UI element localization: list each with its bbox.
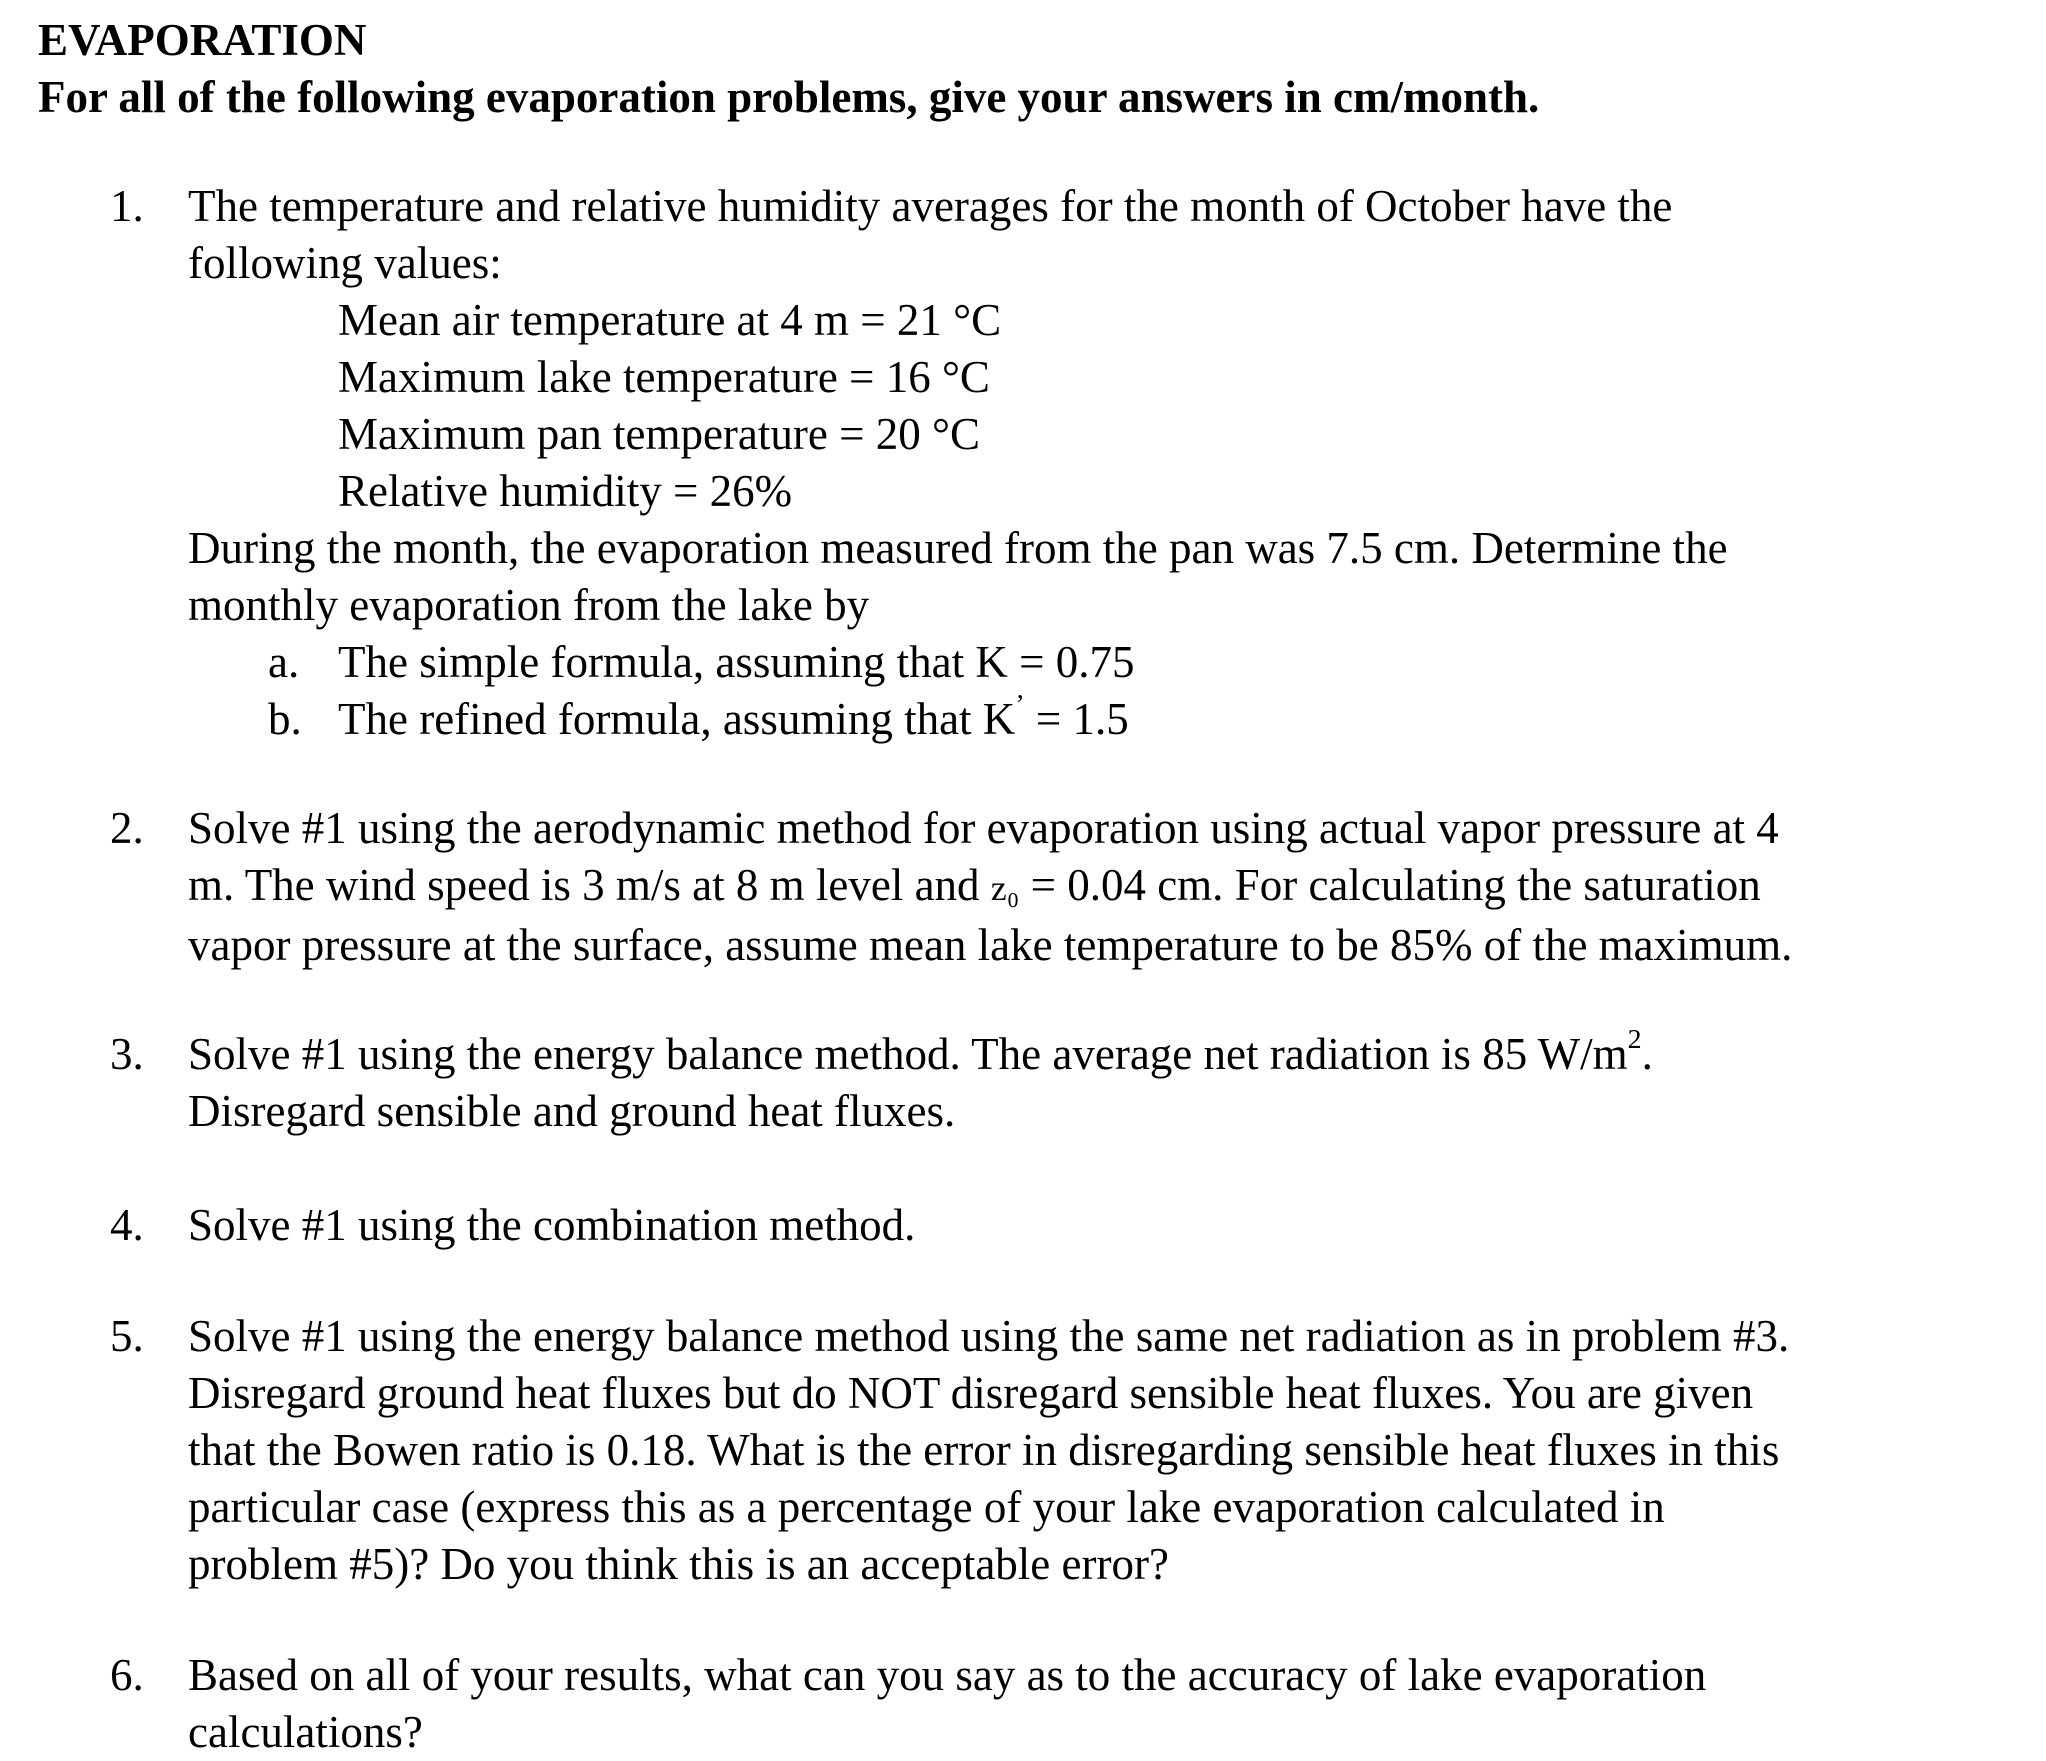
problem-4 <box>110 1197 1990 1254</box>
page-title: EVAPORATION <box>38 15 367 65</box>
problem-text-line: Solve #1 using the energy balance method using the same net radiation as in problem #3. <box>188 1311 1790 1361</box>
problem-text-line <box>188 857 1990 917</box>
problem-text-line: Disregard sensible and ground heat fluxes. <box>188 1086 956 1136</box>
problem-text-line: The temperature and relative humidity averages for the month of October have the <box>188 181 1673 231</box>
problem-text-line: calculations? <box>188 1707 423 1757</box>
problem-body <box>188 1308 1990 1593</box>
problem-text-line: Solve #1 using the combination method. <box>188 1200 916 1250</box>
problem-text-line: Disregard ground heat fluxes but do NOT disregard sensible heat fluxes. You are given <box>188 1368 1754 1418</box>
subpart-b <box>188 691 1990 748</box>
problem-text-line: particular case (express this as a percentage of your lake evaporation calculated in <box>188 1482 1665 1532</box>
problem-text-line: Solve #1 using the aerodynamic method for evaporation using actual vapor pressure at 4 <box>188 803 1779 853</box>
problem-text-line: following values: <box>188 238 502 288</box>
superscript: 2 <box>1627 1024 1642 1056</box>
subpart-text: The simple formula, assuming that K = 0.75 <box>338 637 1135 687</box>
given-value: Relative humidity = 26% <box>338 466 793 516</box>
text-segment: . <box>1641 1029 1653 1079</box>
text-segment: = 0.04 cm. For calculating the saturation <box>1019 860 1761 910</box>
problem-body <box>188 178 1990 748</box>
problem-text-line: Based on all of your results, what can you say as to the accuracy of lake evaporation <box>188 1650 1707 1700</box>
subpart-text-end: = 1.5 <box>1024 694 1129 744</box>
problem-6 <box>110 1647 1990 1761</box>
given-value: Mean air temperature at 4 m = 21 °C <box>338 295 1002 345</box>
problem-number: 1. <box>110 181 144 231</box>
problem-text-line: During the month, the evaporation measured from the pan was 7.5 cm. Determine the <box>188 523 1728 573</box>
problem-2 <box>110 800 1990 974</box>
problem-text-line: monthly evaporation from the lake by <box>188 580 870 630</box>
problem-1 <box>110 178 1990 748</box>
problem-5 <box>110 1308 1990 1593</box>
subpart-letter: a. <box>268 637 300 687</box>
problem-body <box>188 1647 1990 1761</box>
problem-text-line: vapor pressure at the surface, assume mean lake temperature to be 85% of the maximum. <box>188 920 1793 970</box>
text-segment: Solve #1 using the energy balance method. The average net radiation is 85 W/m <box>188 1029 1628 1079</box>
problem-body <box>188 1026 1990 1140</box>
subpart-text: The refined formula, assuming that K <box>338 694 1016 744</box>
problem-number: 5. <box>110 1311 144 1361</box>
problem-number: 6. <box>110 1650 144 1700</box>
problem-text-line: problem #5)? Do you think this is an acceptable error? <box>188 1539 1169 1589</box>
problem-number: 2. <box>110 803 144 853</box>
text-segment: m. The wind speed is 3 m/s at 8 m level and <box>188 860 991 910</box>
given-value: Maximum lake temperature = 16 °C <box>338 352 990 402</box>
problem-text-line: that the Bowen ratio is 0.18. What is the error in disregarding sensible heat fluxes in this <box>188 1425 1780 1475</box>
subpart-letter: b. <box>268 694 302 744</box>
problem-3 <box>110 1026 1990 1140</box>
problem-number: 3. <box>110 1029 144 1079</box>
prime-mark: ’ <box>1015 689 1025 721</box>
instructions: For all of the following evaporation problems, give your answers in cm/month. <box>38 72 1540 122</box>
problem-body <box>188 1197 1990 1254</box>
problem-number: 4. <box>110 1200 144 1250</box>
problem-body <box>188 800 1990 974</box>
problem-text-line <box>188 1026 1990 1083</box>
given-value: Maximum pan temperature = 20 °C <box>338 409 980 459</box>
roughness-symbol: z₀ <box>990 868 1020 908</box>
subpart-a <box>188 634 1990 691</box>
